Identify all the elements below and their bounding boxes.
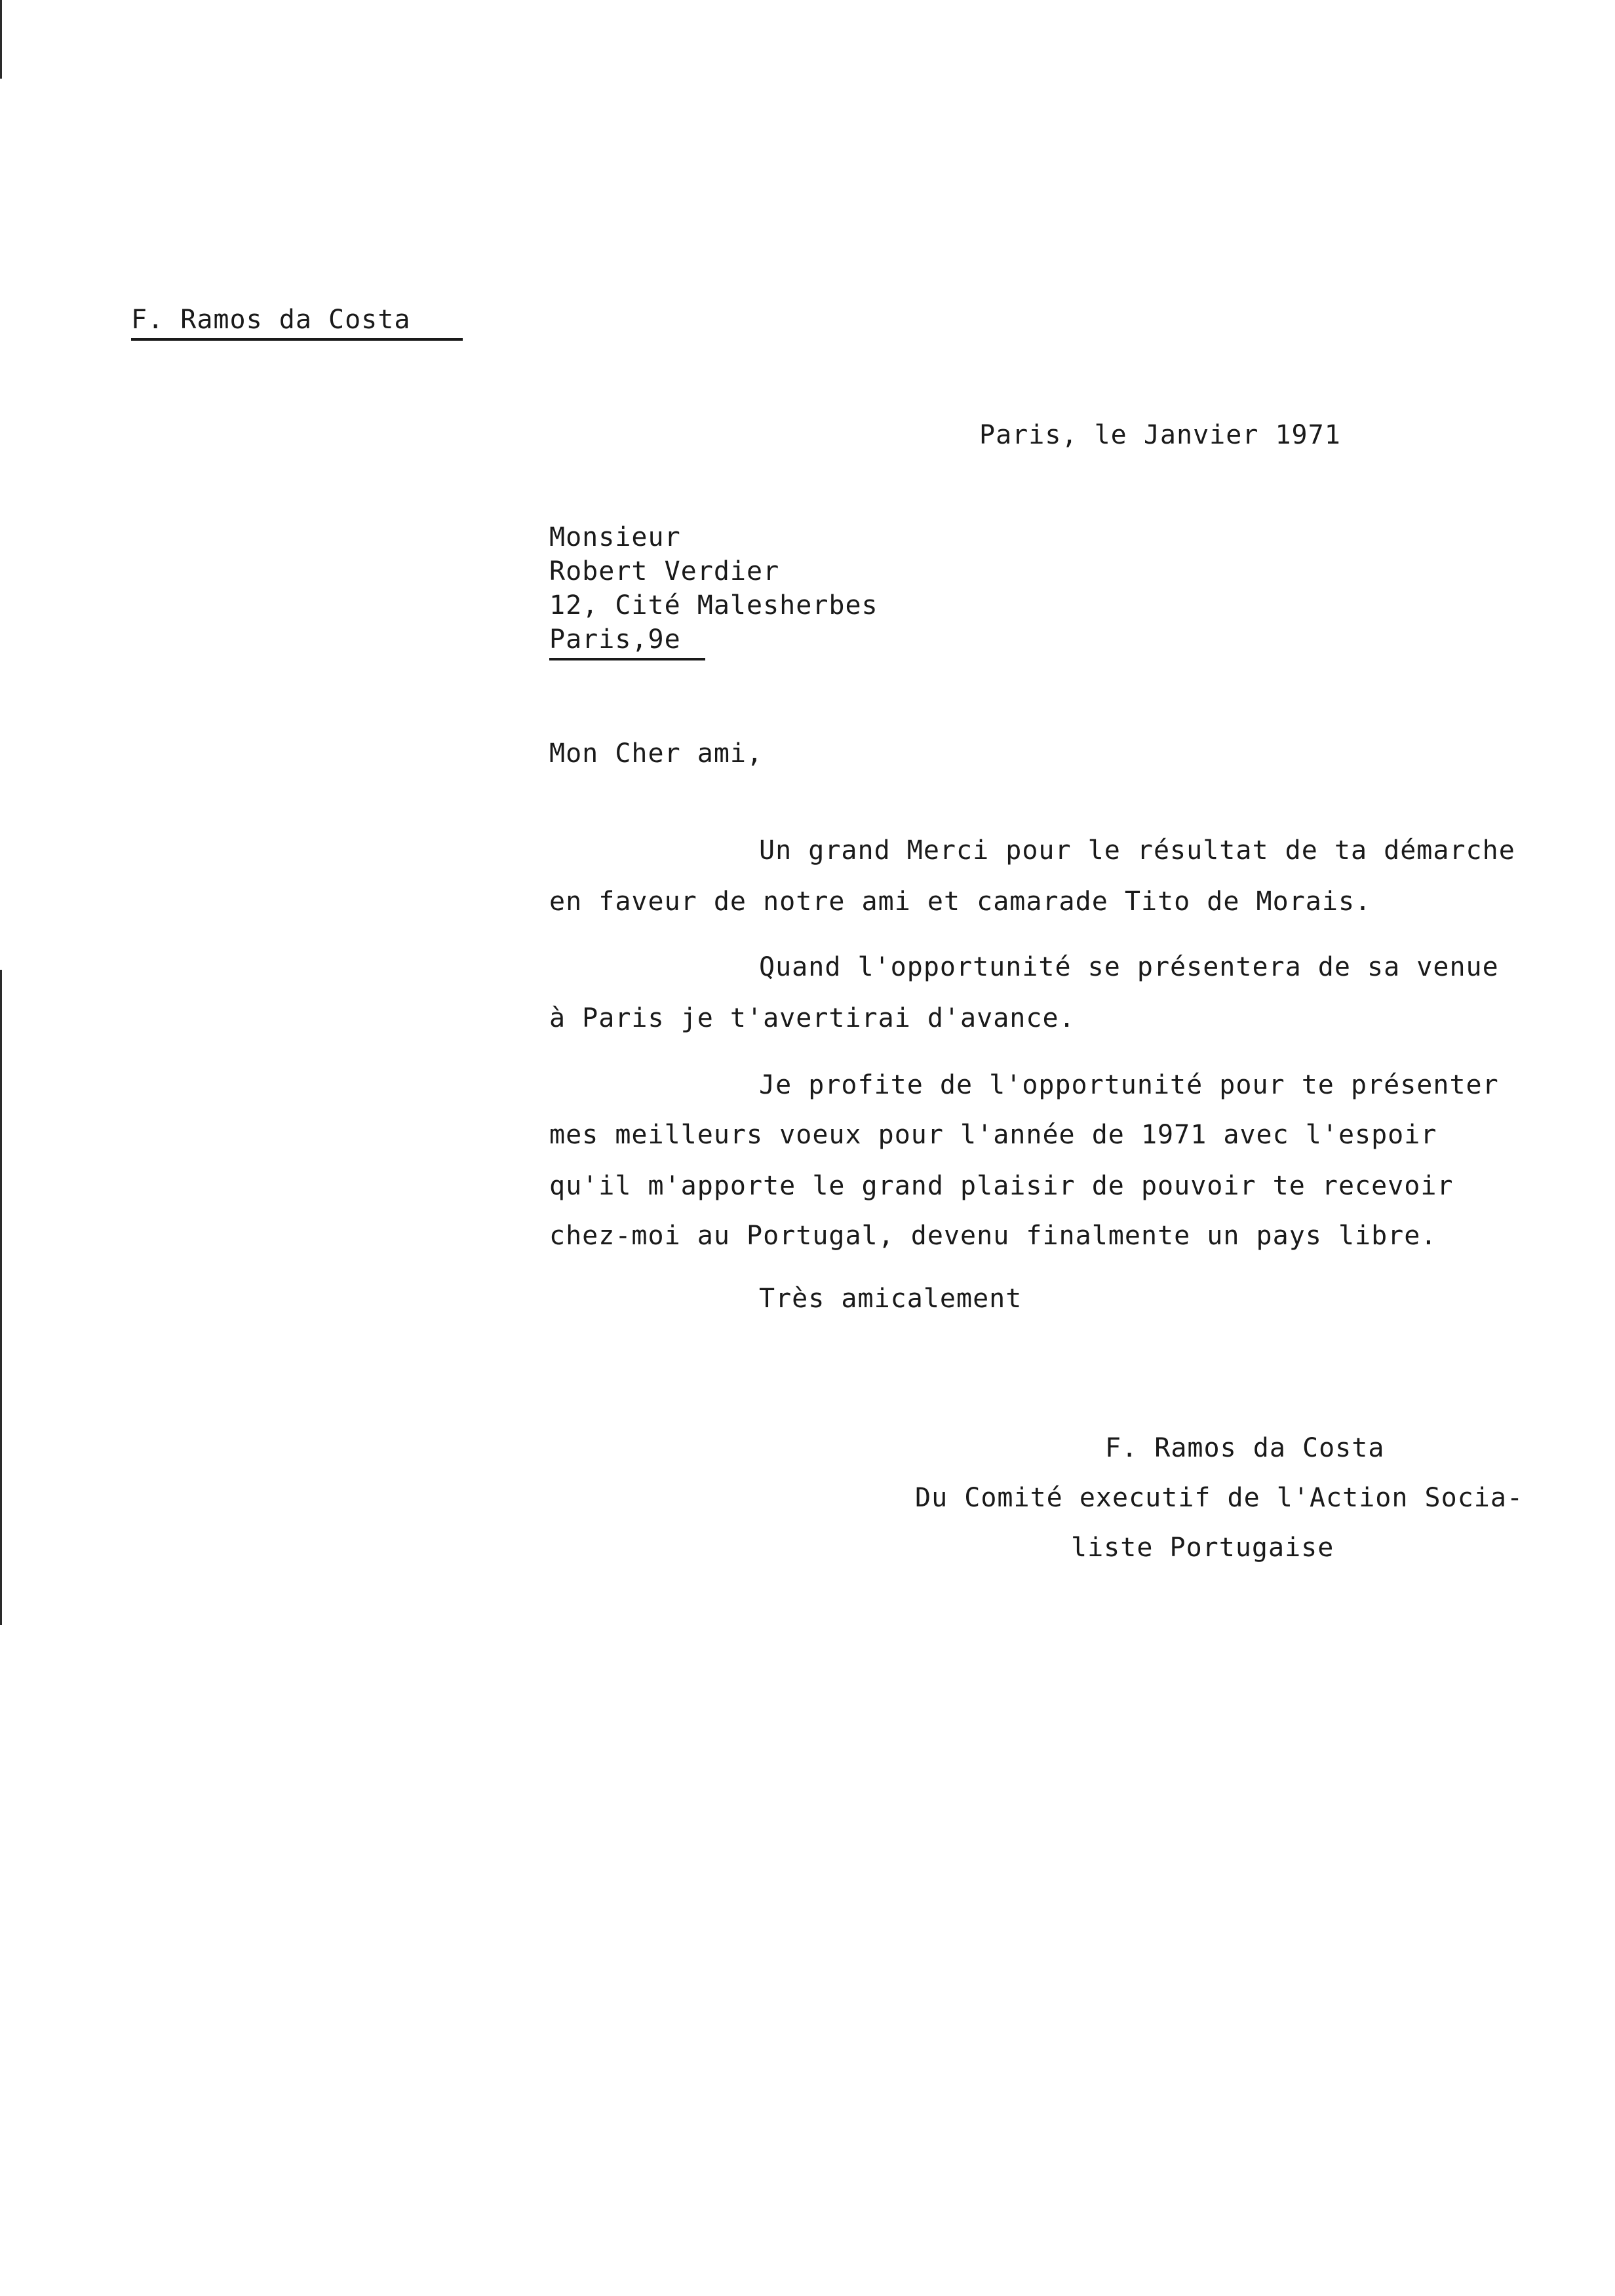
scan-edge-mark bbox=[0, 0, 2, 79]
body-line: en faveur de notre ami et camarade Tito de Morais. bbox=[549, 887, 1372, 917]
closing: Très amicalement bbox=[759, 1284, 1022, 1314]
body-line: Quand l'opportunité se présentera de sa venue bbox=[759, 952, 1499, 982]
recipient-street: 12, Cité Malesherbes bbox=[549, 590, 878, 621]
body-line: Un grand Merci pour le résultat de ta démarche bbox=[759, 835, 1515, 866]
signature-title: liste Portugaise bbox=[1071, 1533, 1334, 1563]
recipient-city: Paris,9e bbox=[549, 624, 705, 660]
scan-edge-mark bbox=[0, 970, 2, 1625]
signature-title: Du Comité executif de l'Action Socia- bbox=[915, 1483, 1524, 1513]
recipient-name: Robert Verdier bbox=[549, 556, 780, 586]
body-line: Je profite de l'opportunité pour te présenter bbox=[759, 1070, 1499, 1100]
signature-name: F. Ramos da Costa bbox=[1105, 1433, 1385, 1463]
body-line: à Paris je t'avertirai d'avance. bbox=[549, 1003, 1076, 1033]
salutation: Mon Cher ami, bbox=[549, 738, 764, 769]
letterhead-sender: F. Ramos da Costa bbox=[131, 304, 463, 341]
recipient-line: Monsieur bbox=[549, 522, 681, 552]
body-line: qu'il m'apporte le grand plaisir de pouvoir te recevoir bbox=[549, 1171, 1454, 1201]
body-line: mes meilleurs voeux pour l'année de 1971 avec l'espoir bbox=[549, 1120, 1437, 1150]
date-line: Paris, le Janvier 1971 bbox=[979, 420, 1341, 450]
body-line: chez-moi au Portugal, devenu finalmente un pays libre. bbox=[549, 1221, 1437, 1251]
